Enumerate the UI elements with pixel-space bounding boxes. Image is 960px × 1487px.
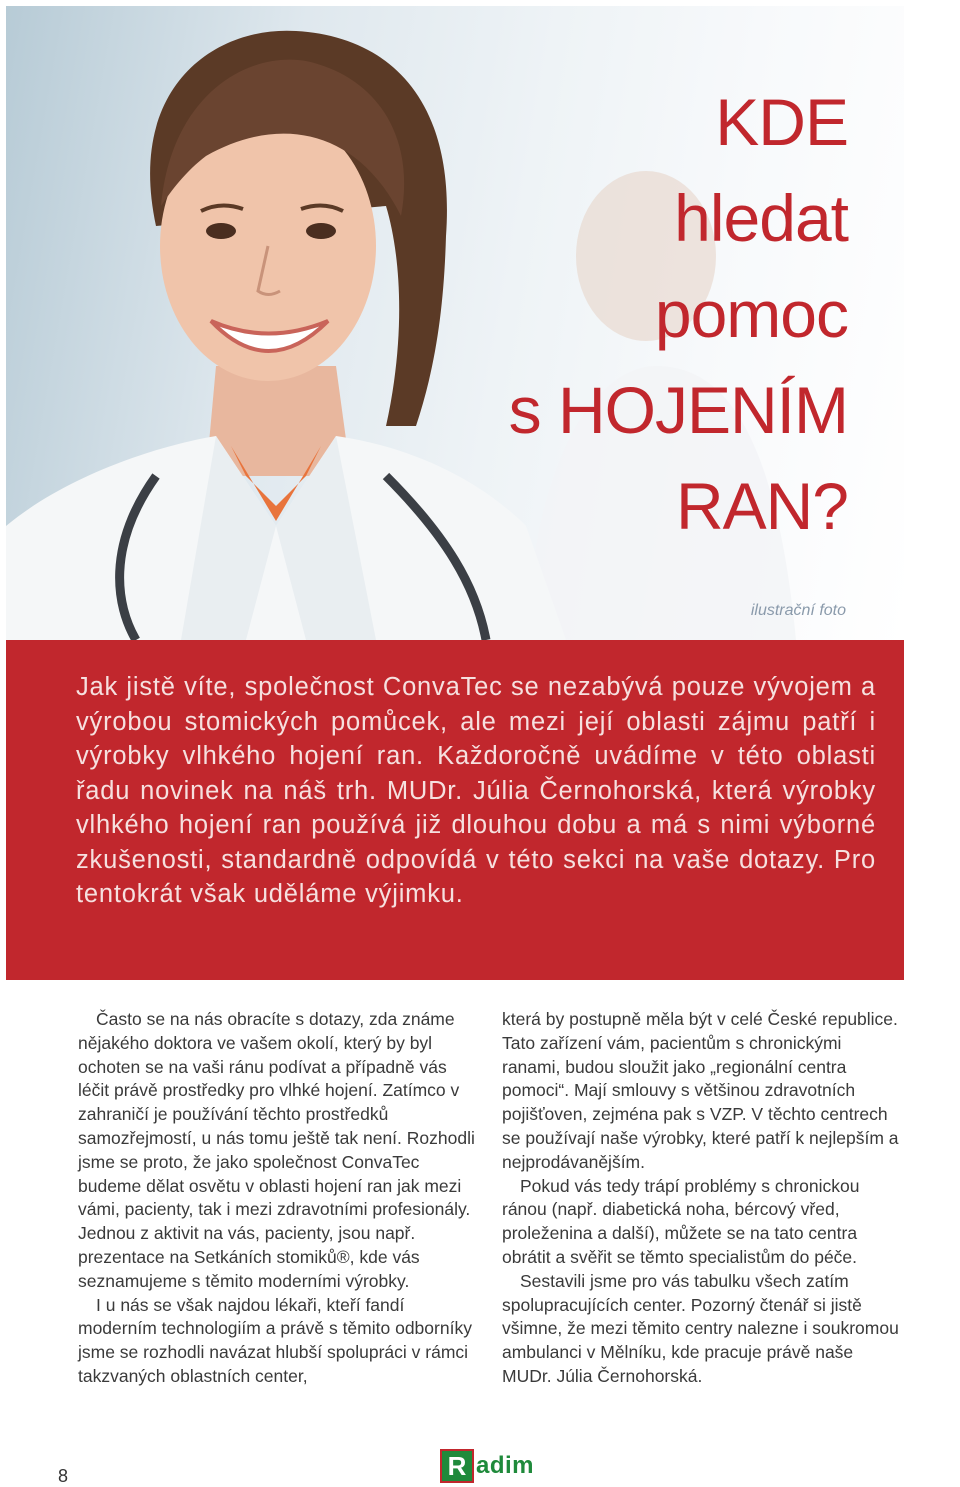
body-column-right: [502, 1008, 900, 1389]
logo-text: adim: [476, 1452, 535, 1479]
radim-logo: [440, 1448, 534, 1484]
headline: [509, 74, 848, 554]
body-paragraph: Často se na nás obracíte s dotazy, zda známe nějakého doktora ve vašem okolí, který by byl ochoten se na vaši ránu podívat a případně vás léčit právě prostředky pro vlhké hojení. Zatímco v zahraničí je používání těchto prostředků samozřejmostí, u nás tomu ještě tak není. Rozhodli jsme se proto, že jako společnost ConvaTec budeme dělat osvětu v oblasti hojení ran jak mezi vámi, pacienty, tak i mezi zdravotními profesionály. Jednou z aktivit na vás, pacienty, jsou např. prezentace na Setkáních stomiků®, kde vás seznamujeme s těmito moderními výrobky.: [78, 1009, 475, 1291]
intro-text: Jak jistě víte, společnost ConvaTec se nezabývá pouze vývojem a výrobou stomických pomůcek, ale mezi její oblasti zájmu patří i výrobky vlhkého hojení ran. Každoročně uvádíme v této oblasti řadu novinek na náš trh. MUDr. Júlia Černohorská, která výrobky vlhkého hojení ran používá již dlouhou dobu a má s nimi výborné zkušenosti, standardně odpovídá v této sekci na vaše dotazy. Pro tentokrát však uděláme výjimku.: [76, 673, 876, 908]
logo-initial: R: [440, 1449, 474, 1483]
headline-line: pomoc: [654, 277, 848, 351]
body-column-left: [78, 1008, 476, 1389]
headline-line: KDE: [715, 85, 848, 159]
body-paragraph: Pokud vás tedy trápí problémy s chronickou ránou (např. diabetická noha, bércový vřed, proleženina a další), můžete se na tato centra obrátit a svěřit se těmto specialistům do péče.: [502, 1175, 860, 1267]
body-paragraph: I u nás se však najdou lékaři, kteří fandí moderním technologiím a právě s těmito odborníky jsme se rozhodli navázat hlubší spolupráci v rámci takzvaných oblastních center,: [78, 1294, 472, 1386]
body-paragraph: Sestavili jsme pro vás tabulku všech zatím spolupracujících center. Pozorný čtenář si jistě všimne, že mezi těmito centry nalezne i soukromou ambulanci v Mělníku, kde pracuje právě naše MUDr. Júlia Černohorská.: [502, 1270, 899, 1386]
intro-box: [6, 640, 904, 980]
photo-caption: ilustrační foto: [750, 602, 846, 619]
body-paragraph: která by postupně měla být v celé České republice. Tato zařízení vám, pacientům s chronickými ranami, budou sloužit jako „regionální centra pomoci“. Mají smlouvy s většinou zdravotních pojišťoven, zejména pak s VZP. V těchto centrech se používají naše výrobky, které patří k nejlepším a nejprodávanějším.: [502, 1009, 899, 1172]
headline-line: hledat: [674, 181, 848, 255]
hero-photo: [6, 6, 904, 640]
headline-line: RAN?: [675, 469, 848, 543]
page-number: 8: [58, 1466, 69, 1486]
headline-line: s HOJENÍM: [508, 373, 848, 447]
